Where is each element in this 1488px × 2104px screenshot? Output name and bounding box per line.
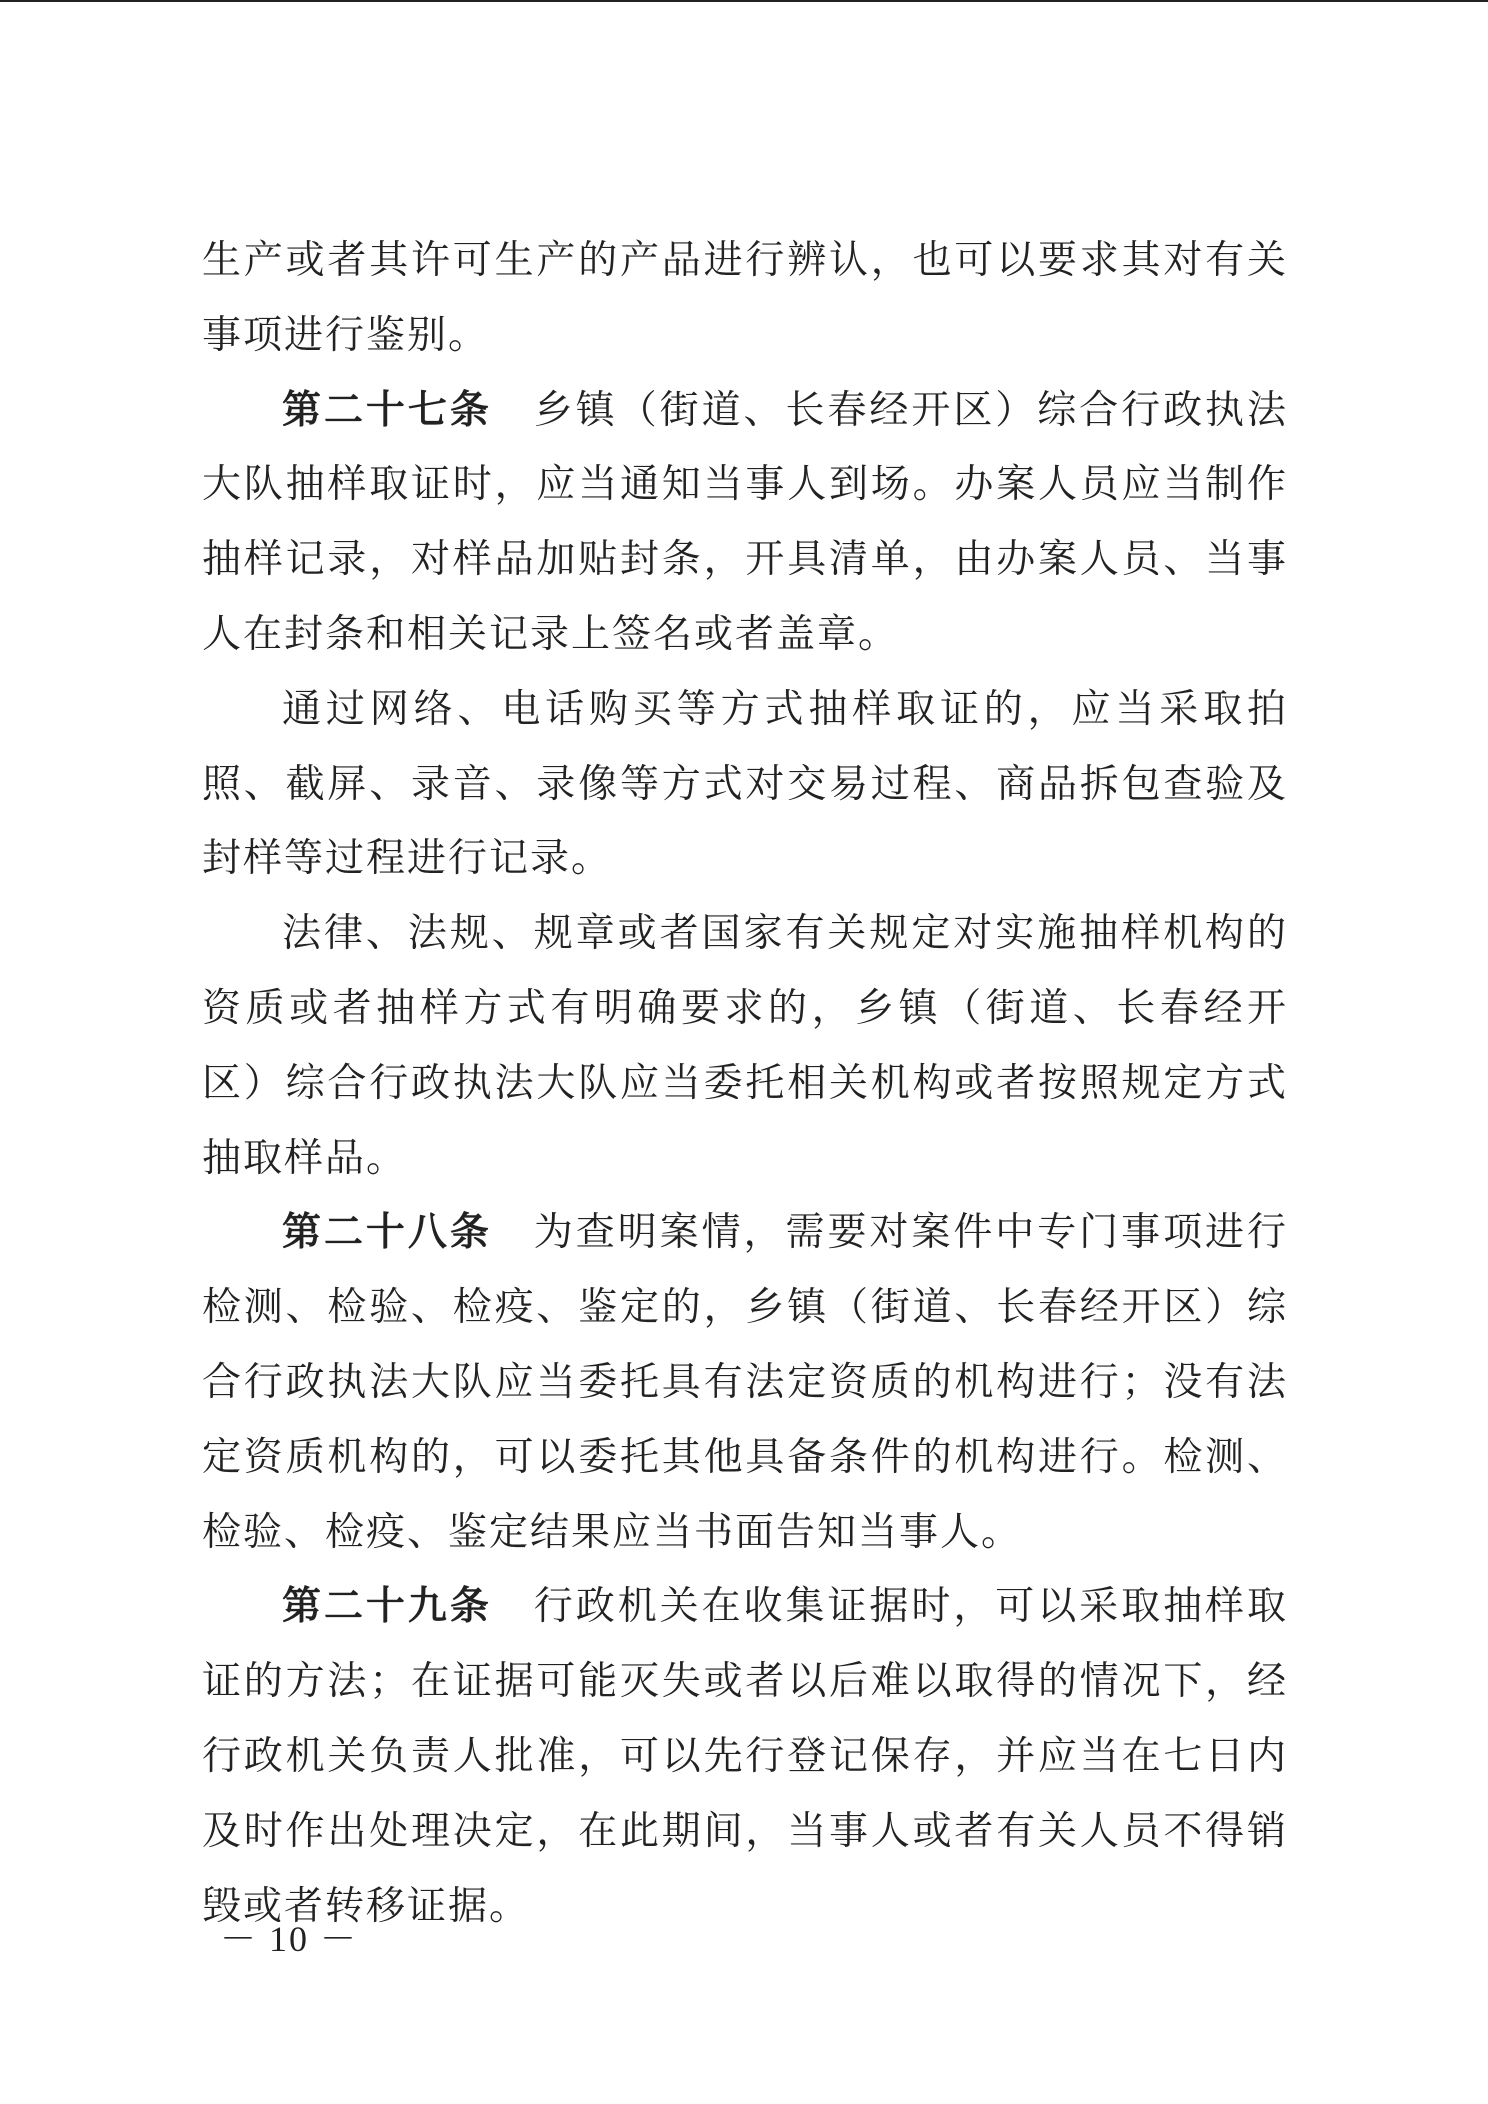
document-body bbox=[202, 224, 1288, 1944]
paragraph-article-28 bbox=[202, 1196, 1288, 1570]
paragraph-text: 乡镇（街道、长春经开区）综合行政执法大队抽样取证时，应当通知当事人到场。办案人员应当制作抽样记录，对样品加贴封条，开具清单，由办案人员、当事人在封条和相关记录上签名或者盖章。 bbox=[202, 387, 1288, 657]
page-number: － 10 － bbox=[220, 1919, 359, 1959]
paragraph-continuation bbox=[202, 224, 1288, 374]
article-number-27: 第二十七条 bbox=[282, 387, 492, 433]
paragraph-article-27 bbox=[202, 374, 1288, 673]
article-number-29: 第二十九条 bbox=[282, 1584, 492, 1630]
article-number-28: 第二十八条 bbox=[282, 1210, 492, 1256]
paragraph-text: 法律、法规、规章或者国家有关规定对实施抽样机构的资质或者抽样方式有明确要求的，乡镇（街道、长春经开区）综合行政执法大队应当委托相关机构或者按照规定方式抽取样品。 bbox=[202, 911, 1288, 1181]
paragraph-text: 为查明案情，需要对案件中专门事项进行检测、检验、检疫、鉴定的，乡镇（街道、长春经开区）综合行政执法大队应当委托具有法定资质的机构进行；没有法定资质机构的，可以委托其他具备条件的机构进行。检测、检验、检疫、鉴定结果应当书面告知当事人。 bbox=[202, 1210, 1288, 1555]
paragraph-article-29 bbox=[202, 1570, 1288, 1944]
paragraph-text: 通过网络、电话购买等方式抽样取证的，应当采取拍照、截屏、录音、录像等方式对交易过程、商品拆包查验及封样等过程进行记录。 bbox=[202, 686, 1288, 882]
paragraph-text: 生产或者其许可生产的产品进行辨认，也可以要求其对有关事项进行鉴别。 bbox=[202, 238, 1288, 358]
paragraph-online-sampling bbox=[202, 673, 1288, 897]
paragraph-text: 行政机关在收集证据时，可以采取抽样取证的方法；在证据可能灭失或者以后难以取得的情况下，经行政机关负责人批准，可以先行登记保存，并应当在七日内及时作出处理决定，在此期间，当事人或者有关人员不得销毁或者转移证据。 bbox=[202, 1584, 1288, 1929]
paragraph-sampling-requirements bbox=[202, 897, 1288, 1196]
